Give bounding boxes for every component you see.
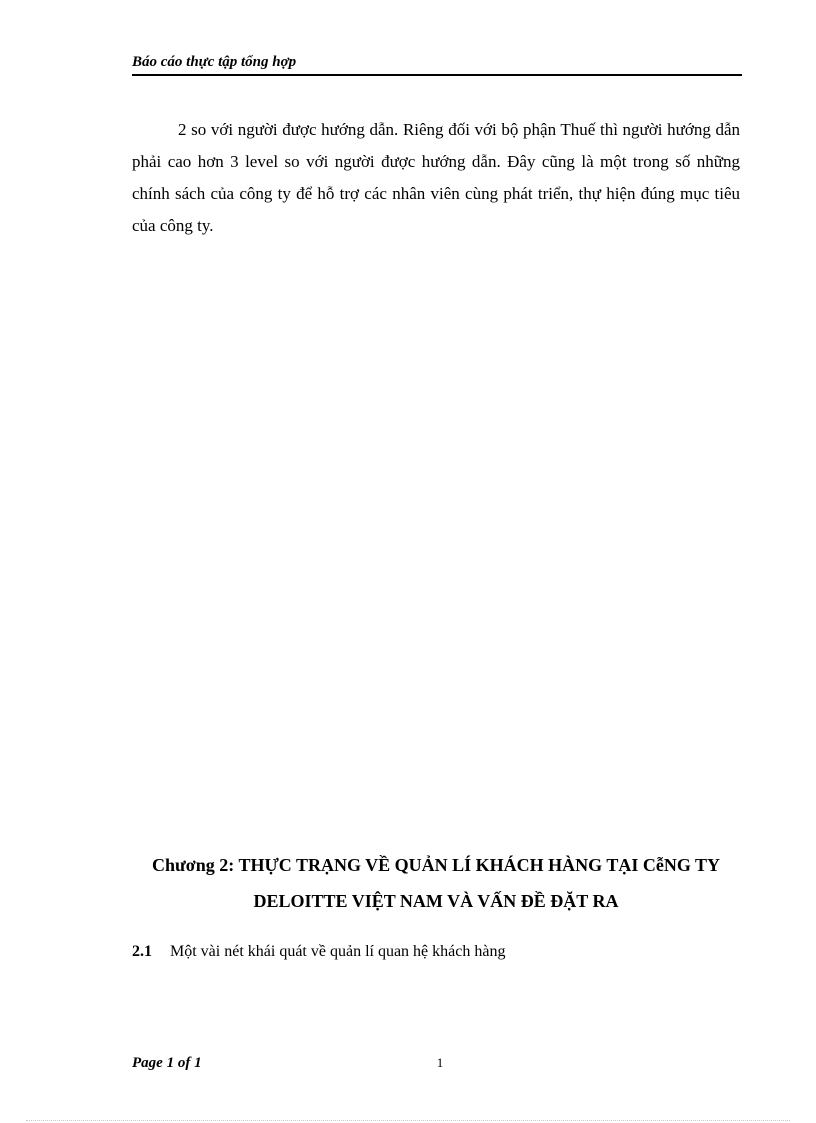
footer-page-number: 1 xyxy=(436,1055,444,1070)
chapter-title xyxy=(132,847,740,919)
footer-page-label: Page 1 of 1 xyxy=(132,1055,202,1071)
chapter-title-line-2: DELOITTE VIỆT NAM VÀ VẤN ĐỀ ĐẶT RA xyxy=(253,891,619,911)
document-header-title: Báo cáo thực tập tổng hợp xyxy=(132,54,297,70)
page-bottom-divider xyxy=(26,1120,790,1121)
chapter-title-line-1: Chương 2: THỰC TRẠNG VỀ QUẢN LÍ KHÁCH HÀNG TẠI CễNG TY xyxy=(151,855,720,875)
section-number: 2.1 xyxy=(132,943,152,960)
header-divider xyxy=(132,74,742,76)
section-title: Một vài nét khái quát về quản lí quan hệ khách hàng xyxy=(170,943,506,960)
section-heading xyxy=(132,940,740,964)
body-paragraph: 2 so với người được hướng dẫn. Riêng đối với bộ phận Thuế thì người hướng dẫn phải cao hơn 3 level so với người được hướng dẫn. Đây cũng là một trong số những chính sách của công ty để hỗ trợ các nhân viên cùng phát triển, thự hiện đúng mục tiêu của công ty. xyxy=(132,120,740,235)
